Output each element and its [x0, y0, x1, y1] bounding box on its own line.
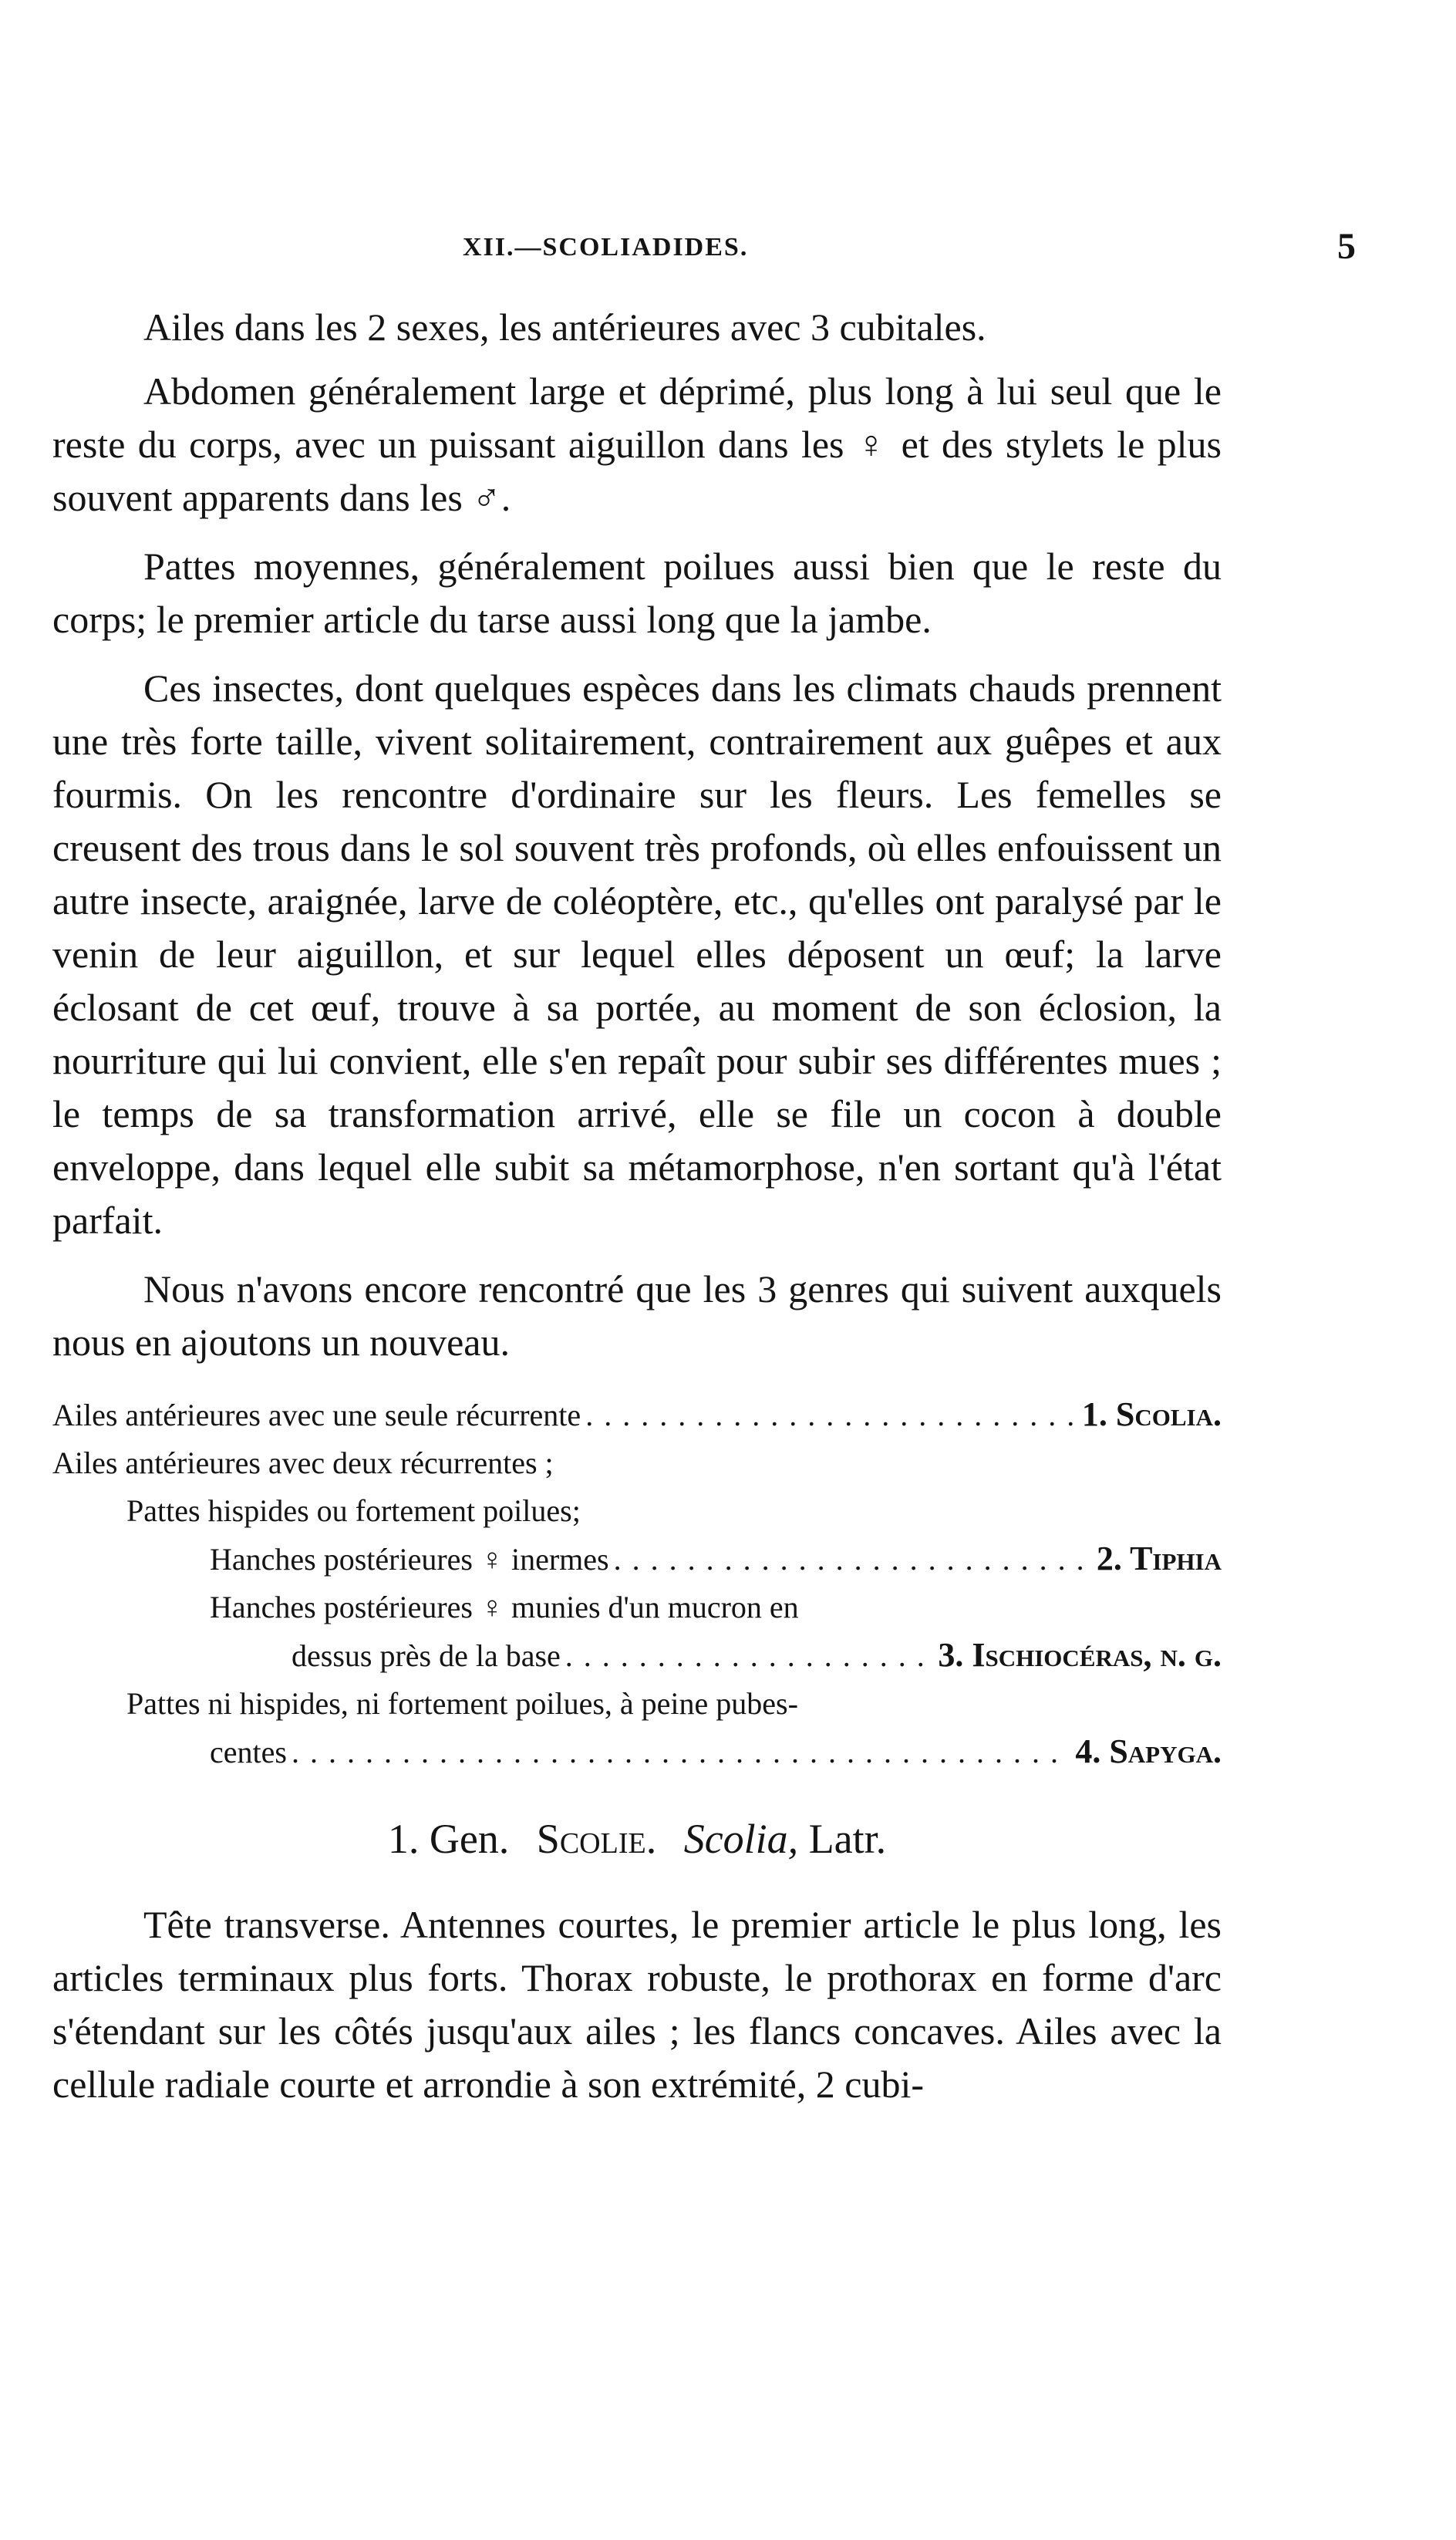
page-header: [143, 225, 1356, 279]
paragraph-wings: Ailes dans les 2 sexes, les antérieures avec 3 cubitales.: [143, 305, 986, 349]
key-row-text: Hanches postérieures ♀ munies d'un mucron en: [210, 1590, 799, 1624]
key-row-text: centes: [210, 1735, 287, 1769]
key-row: [52, 1680, 1222, 1728]
page-body: [52, 301, 1222, 2127]
genus-french-name: Scolie.: [536, 1816, 657, 1862]
key-row-target: 3. Ischiocéras, n. g.: [938, 1636, 1222, 1674]
key-row-target: 2. Tiphia: [1096, 1540, 1222, 1577]
page-number: 5: [1337, 226, 1356, 267]
paragraph-genera-intro: Nous n'avons encore rencontré que les 3 genres qui suivent auxquels nous en ajoutons un nouveau.: [52, 1267, 1222, 1364]
paragraph-biology: Ces insectes, dont quelques espèces dans les climats chauds prennent une très forte taille, vivent solitairement, contrairement aux guêpes et aux fourmis. On les rencontre d'ordinaire sur les fleurs. Les femelles se creusent des trous dans le sol souvent très profonds, où elles enfouissent un autre insecte, araignée, larve de coléoptère, etc., qu'elles ont paralysé par le venin de leur aiguillon, et sur lequel elles déposent un œuf; la larve éclosant de cet œuf, trouve à sa portée, au moment de son éclosion, la nourriture qui lui convient, elle s'en repaît pour subir ses différentes mues ; le temps de sa transformation arrivé, elle se file un cocon à double enveloppe, dans lequel elle subit sa métamorphose, n'en sortant qu'à l'état parfait.: [52, 666, 1222, 1242]
paragraph-abdomen: Abdomen généralement large et déprimé, plus long à lui seul que le reste du corps, avec un puissant aiguillon dans les ♀ et des stylets le plus souvent apparents dans les ♂.: [52, 369, 1222, 519]
key-row: [52, 1535, 1222, 1584]
key-row-text: Pattes ni hispides, ni fortement poilues, à peine pubes-: [126, 1686, 798, 1721]
key-row-text: Ailes antérieures avec deux récurrentes ;: [52, 1445, 554, 1480]
paragraph-legs: Pattes moyennes, généralement poilues aussi bien que le reste du corps; le premier article du tarse aussi long que la jambe.: [52, 545, 1222, 641]
key-row: [52, 1728, 1222, 1776]
running-title: XII.—SCOLIADIDES.: [463, 233, 749, 261]
key-row: [52, 1439, 1222, 1487]
genus-author: Latr.: [808, 1816, 887, 1862]
dot-leader: [585, 1391, 1077, 1439]
key-row: [52, 1631, 1222, 1680]
genus-heading: [52, 1812, 1222, 1866]
key-row: [52, 1487, 1222, 1535]
dot-leader: [292, 1729, 1070, 1776]
key-row-target: 4. Sapyga.: [1075, 1732, 1222, 1770]
genus-number: 1. Gen.: [387, 1816, 510, 1862]
key-row-text: Hanches postérieures ♀ inermes: [210, 1542, 609, 1577]
dot-leader: [614, 1536, 1092, 1584]
key-row-text: Pattes hispides ou fortement poilues;: [126, 1493, 581, 1528]
key-row-target: 1. Scolia.: [1081, 1395, 1222, 1433]
key-row: [52, 1391, 1222, 1439]
genera-key: [52, 1391, 1222, 1776]
dot-leader: [565, 1632, 934, 1680]
key-row-text: Ailes antérieures avec une seule récurrente: [52, 1398, 581, 1432]
key-row-text: dessus près de la base: [292, 1638, 561, 1673]
paragraph-genus-description: Tête transverse. Antennes courtes, le premier article le plus long, les articles terminaux plus forts. Thorax robuste, le prothorax en forme d'arc s'étendant sur les côtés jusqu'aux ailes ; les flancs concaves. Ailes avec la cellule radiale courte et arrondie à son extrémité, 2 cubi-: [52, 1903, 1222, 2106]
key-row: [52, 1584, 1222, 1631]
genus-latin-name: Scolia,: [683, 1816, 799, 1862]
